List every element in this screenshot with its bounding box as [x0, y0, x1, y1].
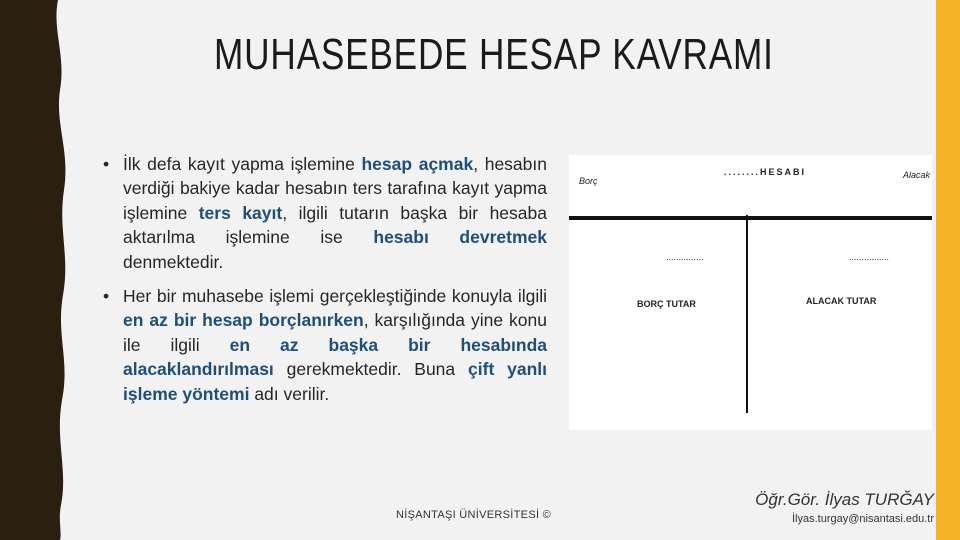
bullet-dot: • — [103, 286, 110, 307]
slide-title: MUHASEBEDE HESAP KAVRAMI — [214, 30, 774, 79]
text: İlk defa kayıt yapma işlemine — [123, 154, 362, 174]
left-dots: ............... — [666, 252, 704, 262]
t-account-lines — [569, 155, 932, 430]
bullet-item-2 — [103, 284, 547, 406]
right-dots: ................ — [849, 252, 890, 262]
highlight-hesabi-devretmek: hesabı devretmek — [373, 227, 547, 248]
debit-amount-label: BORÇ TUTAR — [637, 299, 696, 309]
highlight-ters-kayit: ters kayıt — [198, 202, 283, 223]
footer-email: İlyas.turgay@nisantasi.edu.tr — [791, 513, 934, 525]
bullet-item-1 — [103, 152, 547, 274]
text: Her bir muhasebe işlemi gerçekleştiğinde konuyla ilgili — [123, 286, 547, 307]
decorative-left-bar — [0, 0, 72, 540]
footer-author: Öğr.Gör. İlyas TURĞAY — [755, 490, 934, 509]
highlight-alacaklandirilmasi: en az başka bir hesabında alacaklandırılması — [123, 334, 547, 380]
credit-amount-label: ALACAK TUTAR — [806, 296, 877, 306]
borc-label: Borç — [579, 176, 598, 186]
text: denmektedir. — [123, 251, 224, 272]
text: , hesabın verdiği bakiye kadar hesabın ters tarafına kayıt yapma işlemine — [123, 154, 547, 223]
footer-university: NİŞANTAŞI ÜNİVERSİTESİ © — [396, 509, 552, 521]
bullet-dot: • — [103, 154, 110, 174]
t-account-diagram — [569, 155, 932, 430]
text: , ilgili tutarın başka bir hesaba aktarılma işlemine ise — [123, 202, 547, 248]
text: gerekmektedir. Buna — [273, 359, 469, 380]
text: , karşılığında yine konu ile ilgili — [123, 310, 548, 355]
bullet-list — [103, 152, 547, 406]
account-header: ........HESABI — [724, 167, 807, 177]
alacak-label: Alacak — [903, 170, 931, 180]
accent-right-bar — [936, 0, 960, 540]
highlight-hesap-acmak: hesap açmak — [361, 154, 474, 174]
highlight-borclanirken: en az bir hesap borçlanırken — [123, 310, 364, 331]
highlight-cift-yanli: çift yanlı işleme yöntemi — [123, 359, 547, 404]
text: adı verilir. — [249, 383, 330, 404]
